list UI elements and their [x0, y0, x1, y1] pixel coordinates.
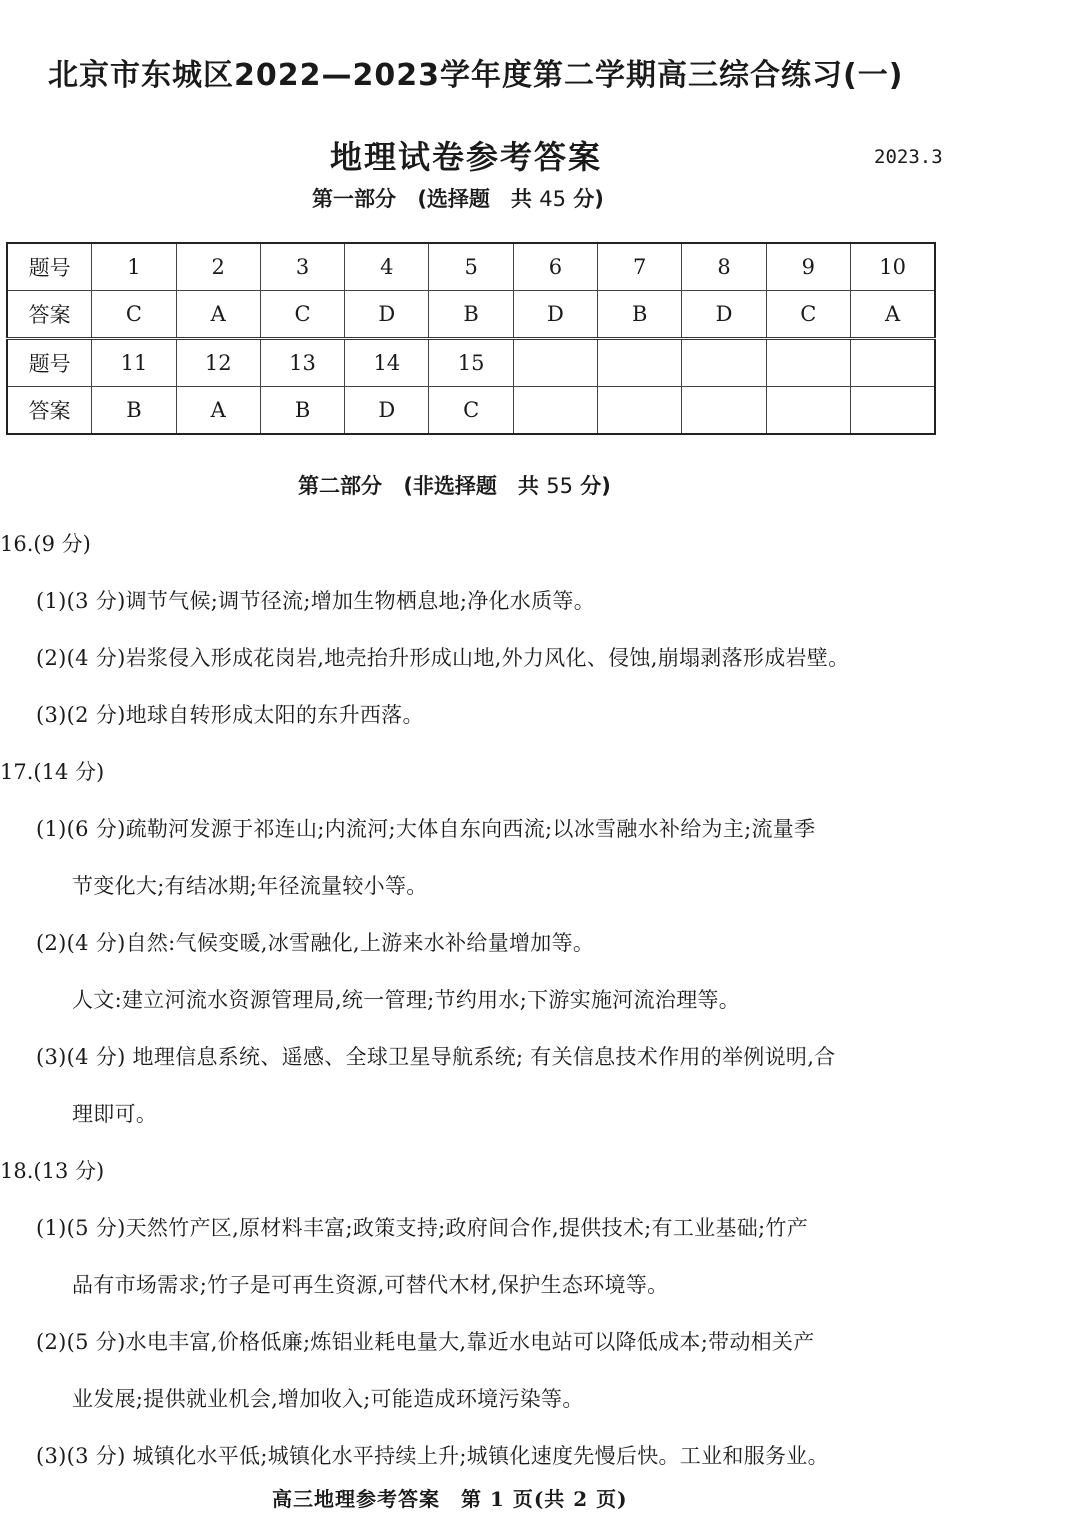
table-cell: [766, 387, 850, 435]
table-cell: A: [850, 291, 935, 339]
table-cell: A: [176, 387, 260, 435]
answer-table: [6, 242, 936, 435]
answer-line-continued: 节变化大;有结冰期;年径流量较小等。: [72, 874, 428, 898]
table-cell: [766, 339, 850, 387]
table-cell: B: [429, 291, 513, 339]
answer-line: (2)(4 分)岩浆侵入形成花岗岩,地壳抬升形成山地,外力风化、侵蚀,崩塌剥落形成岩壁。: [36, 646, 850, 670]
table-cell: 10: [850, 243, 935, 291]
table-cell: B: [92, 387, 176, 435]
table-cell: B: [598, 291, 682, 339]
answer-line-continued: 业发展;提供就业机会,增加收入;可能造成环境污染等。: [72, 1387, 584, 1411]
answer-line: (3)(4 分) 地理信息系统、遥感、全球卫星导航系统; 有关信息技术作用的举例说明,合: [36, 1045, 836, 1069]
part2-label: 第二部分: [298, 474, 382, 498]
answer-line: (2)(4 分)自然:气候变暖,冰雪融化,上游来水补给量增加等。: [36, 931, 595, 955]
part1-note-post: 分): [573, 187, 604, 211]
table-cell: 1: [92, 243, 176, 291]
answer-line: (1)(6 分)疏勒河发源于祁连山;内流河;大体自东向西流;以冰雪融水补给为主;流量季: [36, 817, 816, 841]
table-cell: D: [345, 387, 429, 435]
table-row: [7, 243, 935, 291]
document-title: 北京市东城区2022—2023学年度第二学期高三综合练习(一): [48, 58, 904, 93]
table-cell: [682, 387, 766, 435]
table-cell: D: [513, 291, 597, 339]
table-cell: [598, 339, 682, 387]
table-cell: 4: [345, 243, 429, 291]
table-cell: 2: [176, 243, 260, 291]
table-cell: B: [260, 387, 344, 435]
table-row: [7, 339, 935, 387]
question-17-heading: 17.(14 分): [0, 760, 105, 784]
answer-line-continued: 品有市场需求;竹子是可再生资源,可替代木材,保护生态环境等。: [72, 1273, 669, 1297]
table-cell: 12: [176, 339, 260, 387]
table-cell: A: [176, 291, 260, 339]
table-row: [7, 387, 935, 435]
page-footer: 高三地理参考答案 第 1 页(共 2 页): [272, 1487, 628, 1511]
part1-label: 第一部分: [312, 187, 396, 211]
table-cell: [850, 339, 935, 387]
table-cell: [682, 339, 766, 387]
row-header-cell: 答案: [7, 387, 92, 435]
part1-points: 45: [539, 187, 566, 211]
answer-line: (3)(3 分) 城镇化水平低;城镇化水平持续上升;城镇化速度先慢后快。工业和服务业。: [36, 1444, 829, 1468]
table-cell: 8: [682, 243, 766, 291]
table-cell: [513, 339, 597, 387]
row-header-cell: 题号: [7, 339, 92, 387]
table-cell: 7: [598, 243, 682, 291]
table-cell: C: [260, 291, 344, 339]
table-cell: 11: [92, 339, 176, 387]
part2-note-post: 分): [580, 474, 611, 498]
part1-heading: [312, 183, 604, 213]
answer-line: (1)(5 分)天然竹产区,原材料丰富;政策支持;政府间合作,提供技术;有工业基础;竹产: [36, 1216, 809, 1240]
part2-heading: [298, 470, 611, 500]
part2-points: 55: [546, 474, 573, 498]
table-cell: [850, 387, 935, 435]
answer-line: (1)(3 分)调节气候;调节径流;增加生物栖息地;净化水质等。: [36, 589, 595, 613]
table-cell: C: [429, 387, 513, 435]
table-cell: 3: [260, 243, 344, 291]
document-subtitle: 地理试卷参考答案: [330, 138, 603, 176]
answer-line: (3)(2 分)地球自转形成太阳的东升西落。: [36, 703, 424, 727]
table-cell: C: [92, 291, 176, 339]
table-cell: 5: [429, 243, 513, 291]
row-header-cell: 题号: [7, 243, 92, 291]
document-date: 2023.3: [874, 146, 943, 168]
question-18-heading: 18.(13 分): [0, 1159, 105, 1183]
table-row: [7, 291, 935, 339]
question-16-heading: 16.(9 分): [0, 532, 91, 556]
table-cell: 13: [260, 339, 344, 387]
answer-line: (2)(5 分)水电丰富,价格低廉;炼铝业耗电量大,靠近水电站可以降低成本;带动相关产: [36, 1330, 815, 1354]
part1-note-pre: (选择题 共: [417, 187, 532, 211]
table-cell: [598, 387, 682, 435]
table-cell: 15: [429, 339, 513, 387]
answer-line-continued: 理即可。: [72, 1102, 158, 1126]
table-cell: [513, 387, 597, 435]
table-cell: 9: [766, 243, 850, 291]
row-header-cell: 答案: [7, 291, 92, 339]
table-cell: C: [766, 291, 850, 339]
table-cell: D: [345, 291, 429, 339]
table-cell: 14: [345, 339, 429, 387]
table-cell: D: [682, 291, 766, 339]
answer-line-continued: 人文:建立河流水资源管理局,统一管理;节约用水;下游实施河流治理等。: [72, 988, 741, 1012]
table-cell: 6: [513, 243, 597, 291]
part2-note-pre: (非选择题 共: [403, 474, 539, 498]
